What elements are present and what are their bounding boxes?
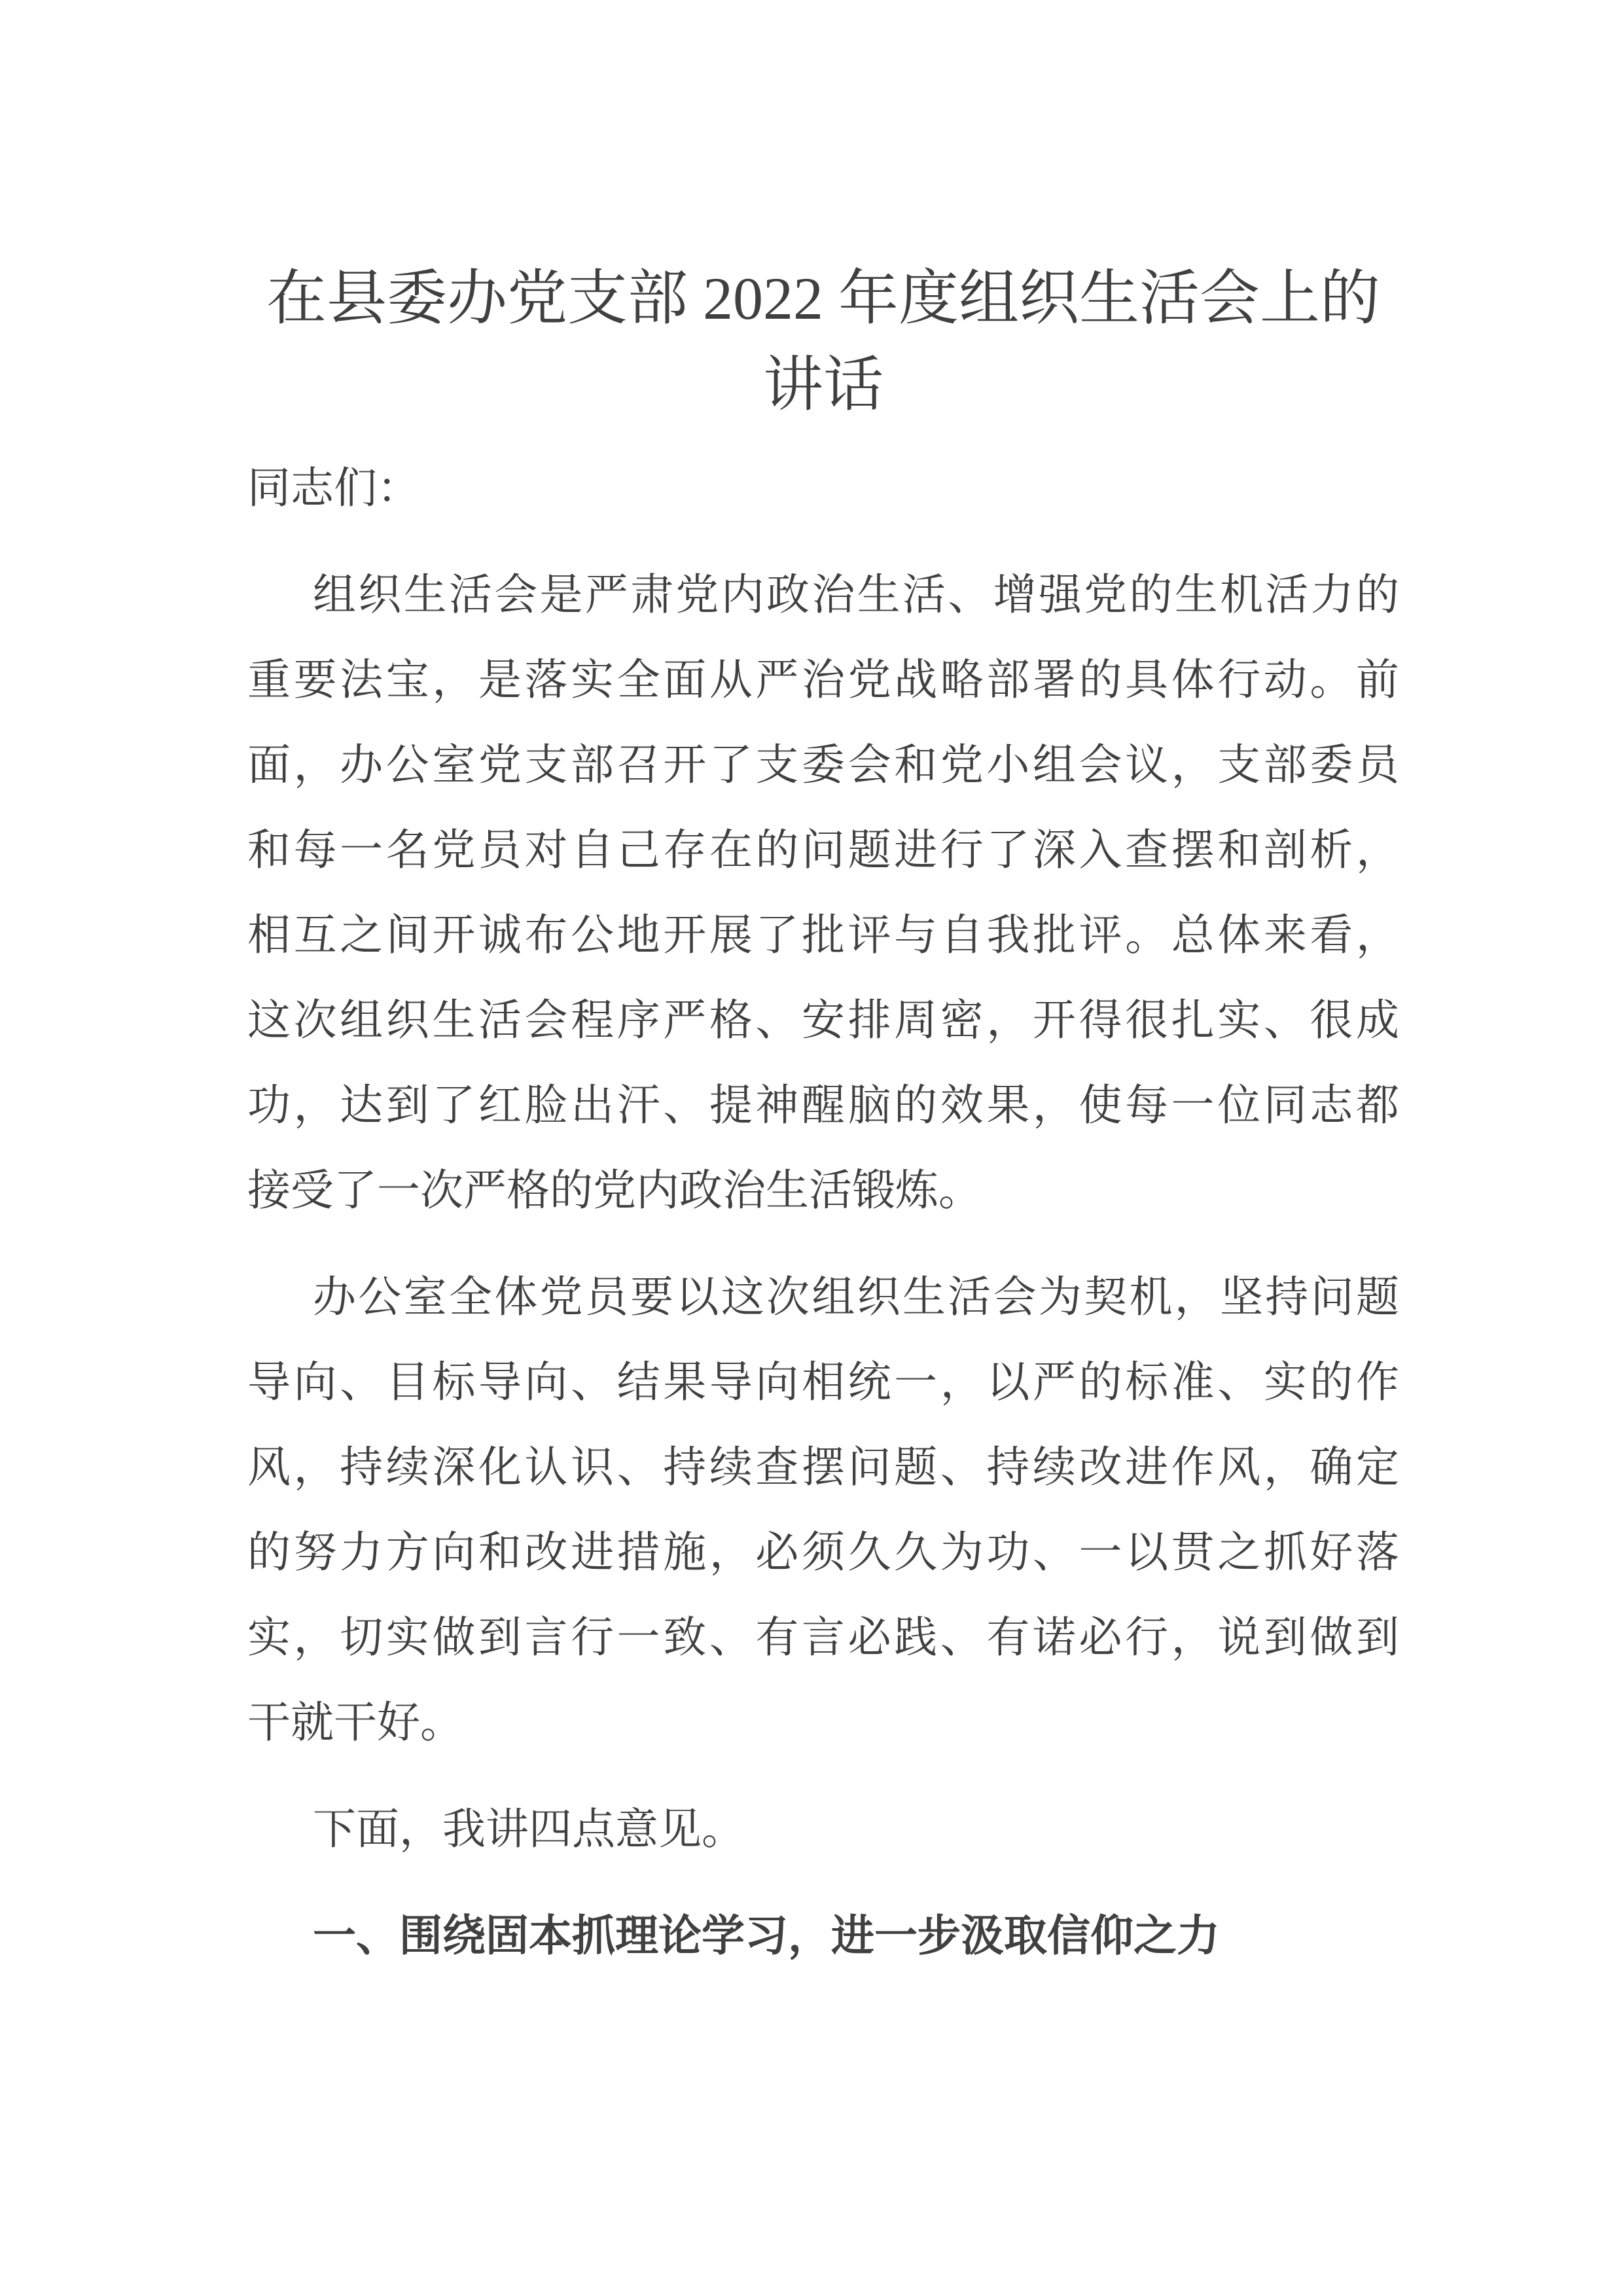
text-line: 和每一名党员对自己存在的问题进行了深入查摆和剖析， bbox=[247, 825, 1399, 874]
text-line: 同志们： bbox=[247, 463, 420, 512]
text-line: 重要法宝，是落实全面从严治党战略部署的具体行动。前 bbox=[247, 655, 1399, 704]
document-body bbox=[247, 445, 1399, 1978]
text-line: 导向、目标导向、结果导向相统一，以严的标准、实的作 bbox=[247, 1357, 1399, 1406]
document-title bbox=[247, 255, 1399, 428]
document-title-line: 讲话 bbox=[762, 351, 883, 418]
paragraph bbox=[247, 1786, 1399, 1871]
text-line: 相互之间开诚布公地开展了批评与自我批评。总体来看， bbox=[247, 910, 1399, 959]
text-line: 办公室全体党员要以这次组织生活会为契机，坚持问题 bbox=[313, 1272, 1399, 1321]
text-line: 风，持续深化认识、持续查摆问题、持续改进作风，确定 bbox=[247, 1443, 1399, 1491]
text-line: 的努力方向和改进措施，必须久久为功、一以贯之抓好落 bbox=[247, 1528, 1399, 1576]
text-line: 面，办公室党支部召开了支委会和党小组会议，支部委员 bbox=[247, 740, 1399, 789]
text-line: 实，切实做到言行一致、有言必践、有诺必行，说到做到 bbox=[247, 1613, 1399, 1661]
text-line: 一、围绕固本抓理论学习，进一步汲取信仰之力 bbox=[313, 1911, 1220, 1960]
salutation bbox=[247, 445, 1399, 530]
text-line: 下面，我讲四点意见。 bbox=[313, 1804, 745, 1853]
text-line: 接受了一次严格的党内政治生活锻炼。 bbox=[247, 1166, 982, 1214]
document-title-line: 在县委办党支部 2022 年度组织生活会上的 bbox=[266, 265, 1380, 332]
text-line: 功，达到了红脸出汗、提神醒脑的效果，使每一位同志都 bbox=[247, 1081, 1399, 1129]
paragraph bbox=[247, 1254, 1399, 1765]
text-line: 干就干好。 bbox=[247, 1698, 463, 1746]
text-line: 这次组织生活会程序严格、安排周密，开得很扎实、很成 bbox=[247, 996, 1399, 1044]
text-line: 组织生活会是严肃党内政治生活、增强党的生机活力的 bbox=[313, 570, 1399, 619]
paragraph bbox=[247, 552, 1399, 1232]
section-heading bbox=[247, 1893, 1399, 1978]
